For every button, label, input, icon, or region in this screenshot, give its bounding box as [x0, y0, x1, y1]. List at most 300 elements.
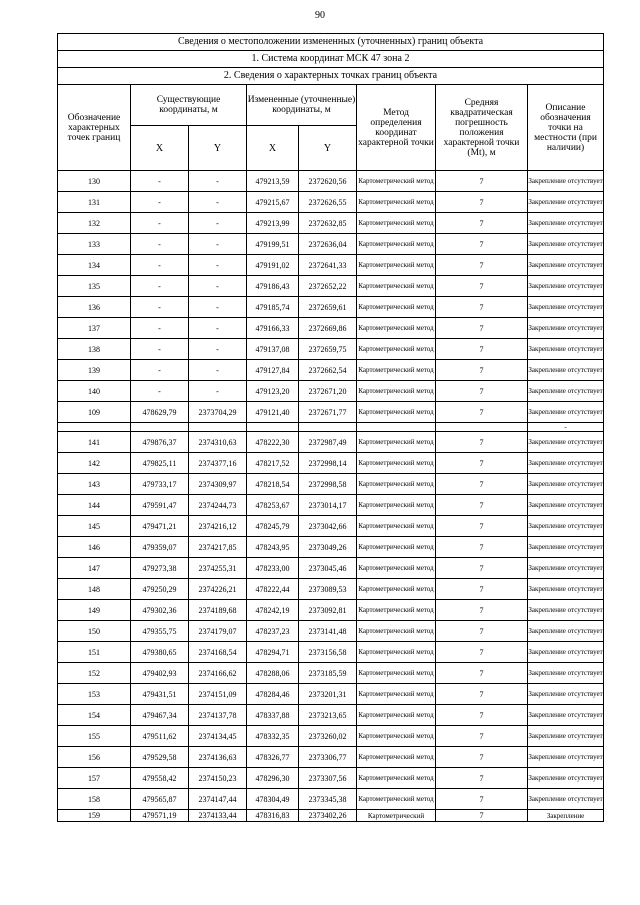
existing-y-cell: -	[189, 171, 247, 192]
points-section-title: 2. Сведения о характерных точках границ объекта	[58, 68, 604, 85]
changed-y-cell: 2373049,26	[299, 537, 357, 558]
changed-y-cell: 2372662,54	[299, 360, 357, 381]
description-cell: Закрепление отсутствует	[528, 213, 604, 234]
coord-system-title: 1. Система координат МСК 47 зона 2	[58, 51, 604, 68]
description-cell: Закрепление отсутствует	[528, 558, 604, 579]
table-row	[58, 789, 604, 810]
point-cell: 144	[58, 495, 131, 516]
existing-x-cell: 479431,51	[131, 684, 189, 705]
changed-x-cell: 478326,77	[247, 747, 299, 768]
point-cell: 148	[58, 579, 131, 600]
changed-y-cell: 2372636,04	[299, 234, 357, 255]
changed-y-cell: 2372632,85	[299, 213, 357, 234]
table-row	[58, 621, 604, 642]
description-cell: Закрепление отсутствует	[528, 516, 604, 537]
changed-y-cell: 2373201,31	[299, 684, 357, 705]
changed-x-cell: 478253,67	[247, 495, 299, 516]
changed-y-cell: 2372671,20	[299, 381, 357, 402]
changed-x-cell: 478243,95	[247, 537, 299, 558]
method-cell: Картометрический метод	[357, 516, 436, 537]
changed-x-cell	[247, 423, 299, 432]
existing-x-cell: 479471,21	[131, 516, 189, 537]
header-existing-y: Y	[189, 126, 247, 171]
error-cell: 7	[436, 381, 528, 402]
existing-x-cell: 479250,29	[131, 579, 189, 600]
point-cell: 135	[58, 276, 131, 297]
header-point: Обозначение характерных точек границ	[58, 85, 131, 171]
existing-y-cell	[189, 423, 247, 432]
error-cell: 7	[436, 789, 528, 810]
existing-y-cell: -	[189, 234, 247, 255]
existing-x-cell: -	[131, 255, 189, 276]
point-cell: 139	[58, 360, 131, 381]
changed-x-cell: 479213,99	[247, 213, 299, 234]
changed-x-cell: 479213,59	[247, 171, 299, 192]
method-cell: Картометрический метод	[357, 402, 436, 423]
error-cell: 7	[436, 579, 528, 600]
error-cell: 7	[436, 453, 528, 474]
changed-y-cell: 2372671,77	[299, 402, 357, 423]
existing-y-cell: 2374134,45	[189, 726, 247, 747]
description-cell: Закрепление отсутствует	[528, 642, 604, 663]
point-cell: 142	[58, 453, 131, 474]
method-cell: Картометрический	[357, 810, 436, 822]
method-cell: Картометрический метод	[357, 213, 436, 234]
existing-x-cell: 479273,38	[131, 558, 189, 579]
method-cell: Картометрический метод	[357, 621, 436, 642]
existing-x-cell: 479302,36	[131, 600, 189, 621]
changed-x-cell: 478294,71	[247, 642, 299, 663]
error-cell: 7	[436, 558, 528, 579]
point-cell: 146	[58, 537, 131, 558]
existing-x-cell: -	[131, 234, 189, 255]
changed-x-cell: 479199,51	[247, 234, 299, 255]
method-cell: Картометрический метод	[357, 192, 436, 213]
description-cell: Закрепление отсутствует	[528, 495, 604, 516]
existing-y-cell: -	[189, 360, 247, 381]
changed-x-cell: 478233,00	[247, 558, 299, 579]
error-cell: 7	[436, 360, 528, 381]
method-cell: Картометрический метод	[357, 726, 436, 747]
existing-x-cell: -	[131, 381, 189, 402]
existing-x-cell: 479825,11	[131, 453, 189, 474]
description-cell: Закрепление отсутствует	[528, 768, 604, 789]
point-cell: 150	[58, 621, 131, 642]
method-cell: Картометрический метод	[357, 276, 436, 297]
header-description: Описание обозначения точки на местности (при наличии)	[528, 85, 604, 171]
error-cell: 7	[436, 516, 528, 537]
changed-y-cell: 2373260,02	[299, 726, 357, 747]
table-row	[58, 234, 604, 255]
table-row	[58, 255, 604, 276]
description-cell: Закрепление отсутствует	[528, 339, 604, 360]
method-cell: Картометрический метод	[357, 381, 436, 402]
method-cell: Картометрический метод	[357, 579, 436, 600]
method-cell: Картометрический метод	[357, 474, 436, 495]
point-cell: 154	[58, 705, 131, 726]
error-cell: 7	[436, 663, 528, 684]
existing-x-cell: -	[131, 318, 189, 339]
error-cell: 7	[436, 642, 528, 663]
point-cell: 152	[58, 663, 131, 684]
existing-y-cell: 2374147,44	[189, 789, 247, 810]
changed-x-cell: 478218,54	[247, 474, 299, 495]
existing-x-cell: 479380,65	[131, 642, 189, 663]
table-row	[58, 684, 604, 705]
error-cell: 7	[436, 747, 528, 768]
changed-y-cell: 2372652,22	[299, 276, 357, 297]
changed-x-cell: 479137,08	[247, 339, 299, 360]
existing-y-cell: -	[189, 318, 247, 339]
changed-x-cell: 479127,84	[247, 360, 299, 381]
existing-y-cell: -	[189, 276, 247, 297]
description-cell: Закрепление отсутствует	[528, 747, 604, 768]
existing-y-cell: 2374151,09	[189, 684, 247, 705]
changed-y-cell: 2373307,56	[299, 768, 357, 789]
description-cell: Закрепление отсутствует	[528, 276, 604, 297]
changed-x-cell: 478222,44	[247, 579, 299, 600]
existing-y-cell: 2374136,63	[189, 747, 247, 768]
description-cell: Закрепление отсутствует	[528, 621, 604, 642]
existing-y-cell: 2374309,97	[189, 474, 247, 495]
header-existing: Существующие координаты, м	[131, 85, 247, 126]
changed-x-cell: 478242,19	[247, 600, 299, 621]
error-cell: 7	[436, 402, 528, 423]
header-changed-y: Y	[299, 126, 357, 171]
changed-y-cell: 2373045,46	[299, 558, 357, 579]
existing-x-cell: -	[131, 276, 189, 297]
header-changed-x: X	[247, 126, 299, 171]
changed-y-cell: 2372659,61	[299, 297, 357, 318]
existing-y-cell: 2373704,29	[189, 402, 247, 423]
description-cell: Закрепление отсутствует	[528, 297, 604, 318]
point-cell: 133	[58, 234, 131, 255]
method-cell: Картометрический метод	[357, 495, 436, 516]
table-body	[58, 171, 604, 822]
point-cell: 153	[58, 684, 131, 705]
changed-y-cell: 2372987,49	[299, 432, 357, 453]
table-row	[58, 495, 604, 516]
existing-y-cell: 2374244,73	[189, 495, 247, 516]
existing-x-cell: 479529,58	[131, 747, 189, 768]
error-cell: 7	[436, 255, 528, 276]
error-cell: 7	[436, 234, 528, 255]
existing-y-cell: 2374133,44	[189, 810, 247, 822]
changed-x-cell: 479191,02	[247, 255, 299, 276]
changed-x-cell: 478217,52	[247, 453, 299, 474]
error-cell: 7	[436, 495, 528, 516]
existing-x-cell: 479565,87	[131, 789, 189, 810]
point-cell: 145	[58, 516, 131, 537]
changed-x-cell: 479123,20	[247, 381, 299, 402]
table-row	[58, 558, 604, 579]
existing-x-cell: 479402,93	[131, 663, 189, 684]
changed-y-cell: 2373141,48	[299, 621, 357, 642]
point-cell: 136	[58, 297, 131, 318]
changed-x-cell: 478316,83	[247, 810, 299, 822]
error-cell: 7	[436, 474, 528, 495]
table-row	[58, 663, 604, 684]
error-cell: 7	[436, 192, 528, 213]
existing-x-cell: -	[131, 192, 189, 213]
description-cell: Закрепление отсутствует	[528, 192, 604, 213]
existing-x-cell: -	[131, 171, 189, 192]
existing-x-cell: 479876,37	[131, 432, 189, 453]
point-cell: 138	[58, 339, 131, 360]
method-cell: Картометрический метод	[357, 297, 436, 318]
description-cell: Закрепление отсутствует	[528, 537, 604, 558]
table-row	[58, 276, 604, 297]
existing-y-cell: -	[189, 297, 247, 318]
error-cell	[436, 423, 528, 432]
method-cell: Картометрический метод	[357, 171, 436, 192]
changed-y-cell: 2372620,56	[299, 171, 357, 192]
existing-y-cell: 2374150,23	[189, 768, 247, 789]
point-cell: 109	[58, 402, 131, 423]
table-row	[58, 213, 604, 234]
existing-x-cell: 479355,75	[131, 621, 189, 642]
existing-x-cell	[131, 423, 189, 432]
changed-y-cell: 2373345,38	[299, 789, 357, 810]
table-row	[58, 339, 604, 360]
description-cell: Закрепление отсутствует	[528, 432, 604, 453]
method-cell: Картометрический метод	[357, 558, 436, 579]
boundary-points-document	[57, 33, 603, 822]
separator-row	[58, 423, 604, 432]
table-row	[58, 360, 604, 381]
table-row	[58, 297, 604, 318]
existing-y-cell: 2374216,12	[189, 516, 247, 537]
changed-y-cell: 2373306,77	[299, 747, 357, 768]
changed-x-cell: 478288,06	[247, 663, 299, 684]
table-row	[58, 402, 604, 423]
changed-x-cell: 478337,88	[247, 705, 299, 726]
point-cell: 134	[58, 255, 131, 276]
description-cell: Закрепление отсутствует	[528, 360, 604, 381]
table-row	[58, 705, 604, 726]
changed-x-cell: 478237,23	[247, 621, 299, 642]
method-cell: Картометрический метод	[357, 768, 436, 789]
method-cell: Картометрический метод	[357, 360, 436, 381]
existing-x-cell: 479733,17	[131, 474, 189, 495]
changed-y-cell: 2373014,17	[299, 495, 357, 516]
description-cell: Закрепление отсутствует	[528, 474, 604, 495]
method-cell: Картометрический метод	[357, 318, 436, 339]
existing-y-cell: -	[189, 213, 247, 234]
description-cell: Закрепление отсутствует	[528, 318, 604, 339]
description-cell: Закрепление отсутствует	[528, 255, 604, 276]
existing-y-cell: 2374137,78	[189, 705, 247, 726]
existing-x-cell: 479359,07	[131, 537, 189, 558]
table-row	[58, 432, 604, 453]
existing-y-cell: -	[189, 381, 247, 402]
description-cell: Закрепление отсутствует	[528, 726, 604, 747]
existing-y-cell: 2374217,85	[189, 537, 247, 558]
changed-y-cell: 2372669,86	[299, 318, 357, 339]
point-cell: 149	[58, 600, 131, 621]
table-row	[58, 318, 604, 339]
existing-y-cell: -	[189, 255, 247, 276]
point-cell: 141	[58, 432, 131, 453]
existing-x-cell: 478629,79	[131, 402, 189, 423]
table-row	[58, 726, 604, 747]
changed-y-cell: 2373042,66	[299, 516, 357, 537]
boundary-points-table	[57, 33, 604, 822]
changed-y-cell	[299, 423, 357, 432]
point-cell: 143	[58, 474, 131, 495]
error-cell: 7	[436, 600, 528, 621]
point-cell: 156	[58, 747, 131, 768]
main-title: Сведения о местоположении измененных (уточненных) границ объекта	[58, 34, 604, 51]
error-cell: 7	[436, 339, 528, 360]
description-cell: Закрепление отсутствует	[528, 579, 604, 600]
changed-y-cell: 2372626,55	[299, 192, 357, 213]
method-cell: Картометрический метод	[357, 684, 436, 705]
changed-x-cell: 478304,49	[247, 789, 299, 810]
changed-x-cell: 479215,67	[247, 192, 299, 213]
changed-x-cell: 479121,40	[247, 402, 299, 423]
description-cell: -	[528, 423, 604, 432]
table-row	[58, 381, 604, 402]
table-row	[58, 192, 604, 213]
changed-y-cell: 2373089,53	[299, 579, 357, 600]
error-cell: 7	[436, 621, 528, 642]
changed-x-cell: 478284,46	[247, 684, 299, 705]
table-row	[58, 642, 604, 663]
point-cell: 131	[58, 192, 131, 213]
description-cell: Закрепление отсутствует	[528, 234, 604, 255]
changed-x-cell: 479166,33	[247, 318, 299, 339]
error-cell: 7	[436, 318, 528, 339]
changed-x-cell: 478222,30	[247, 432, 299, 453]
changed-y-cell: 2373156,58	[299, 642, 357, 663]
existing-y-cell: -	[189, 339, 247, 360]
error-cell: 7	[436, 684, 528, 705]
method-cell: Картометрический метод	[357, 642, 436, 663]
method-cell: Картометрический метод	[357, 234, 436, 255]
method-cell: Картометрический метод	[357, 747, 436, 768]
table-row	[58, 171, 604, 192]
method-cell: Картометрический метод	[357, 255, 436, 276]
description-cell: Закрепление отсутствует	[528, 684, 604, 705]
header-method: Метод определения координат характерной точки	[357, 85, 436, 171]
table-row	[58, 810, 604, 822]
description-cell: Закрепление отсутствует	[528, 600, 604, 621]
table-row	[58, 600, 604, 621]
existing-x-cell: -	[131, 297, 189, 318]
existing-y-cell: 2374189,68	[189, 600, 247, 621]
existing-x-cell: 479591,47	[131, 495, 189, 516]
method-cell: Картометрический метод	[357, 663, 436, 684]
description-cell: Закрепление отсутствует	[528, 789, 604, 810]
changed-y-cell: 2372998,58	[299, 474, 357, 495]
table-row	[58, 768, 604, 789]
changed-x-cell: 478245,79	[247, 516, 299, 537]
existing-y-cell: 2374310,63	[189, 432, 247, 453]
point-cell: 155	[58, 726, 131, 747]
table-row	[58, 747, 604, 768]
table-row	[58, 453, 604, 474]
method-cell: Картометрический метод	[357, 432, 436, 453]
changed-y-cell: 2373092,81	[299, 600, 357, 621]
existing-y-cell: 2374255,31	[189, 558, 247, 579]
method-cell: Картометрический метод	[357, 789, 436, 810]
table-row	[58, 579, 604, 600]
point-cell: 140	[58, 381, 131, 402]
description-cell: Закрепление отсутствует	[528, 663, 604, 684]
table-row	[58, 474, 604, 495]
point-cell: 130	[58, 171, 131, 192]
description-cell: Закрепление отсутствует	[528, 171, 604, 192]
method-cell: Картометрический метод	[357, 705, 436, 726]
point-cell: 151	[58, 642, 131, 663]
method-cell: Картометрический метод	[357, 453, 436, 474]
changed-y-cell: 2372998,14	[299, 453, 357, 474]
error-cell: 7	[436, 276, 528, 297]
table-row	[58, 537, 604, 558]
description-cell: Закрепление	[528, 810, 604, 822]
header-existing-x: X	[131, 126, 189, 171]
error-cell: 7	[436, 171, 528, 192]
existing-x-cell: 479571,19	[131, 810, 189, 822]
changed-x-cell: 478332,35	[247, 726, 299, 747]
existing-x-cell: -	[131, 339, 189, 360]
point-cell: 158	[58, 789, 131, 810]
description-cell: Закрепление отсутствует	[528, 402, 604, 423]
changed-y-cell: 2373213,65	[299, 705, 357, 726]
existing-x-cell: 479511,62	[131, 726, 189, 747]
existing-x-cell: 479558,42	[131, 768, 189, 789]
existing-y-cell: -	[189, 192, 247, 213]
existing-x-cell: -	[131, 360, 189, 381]
page-number: 90	[315, 10, 325, 21]
existing-y-cell: 2374179,07	[189, 621, 247, 642]
existing-y-cell: 2374166,62	[189, 663, 247, 684]
changed-y-cell: 2373185,59	[299, 663, 357, 684]
point-cell: 147	[58, 558, 131, 579]
point-cell: 159	[58, 810, 131, 822]
existing-y-cell: 2374226,21	[189, 579, 247, 600]
changed-y-cell: 2373402,26	[299, 810, 357, 822]
existing-x-cell: 479467,34	[131, 705, 189, 726]
changed-y-cell: 2372659,75	[299, 339, 357, 360]
description-cell: Закрепление отсутствует	[528, 381, 604, 402]
changed-x-cell: 478296,30	[247, 768, 299, 789]
method-cell: Картометрический метод	[357, 600, 436, 621]
error-cell: 7	[436, 213, 528, 234]
existing-y-cell: 2374168,54	[189, 642, 247, 663]
table-row	[58, 516, 604, 537]
point-cell	[58, 423, 131, 432]
method-cell: Картометрический метод	[357, 537, 436, 558]
error-cell: 7	[436, 726, 528, 747]
error-cell: 7	[436, 705, 528, 726]
error-cell: 7	[436, 432, 528, 453]
existing-x-cell: -	[131, 213, 189, 234]
error-cell: 7	[436, 768, 528, 789]
point-cell: 137	[58, 318, 131, 339]
method-cell: Картометрический метод	[357, 339, 436, 360]
header-error: Средняя квадратическая погрешность положения характерной точки (Mt), м	[436, 85, 528, 171]
changed-y-cell: 2372641,33	[299, 255, 357, 276]
point-cell: 157	[58, 768, 131, 789]
point-cell: 132	[58, 213, 131, 234]
header-changed: Измененные (уточненные) координаты, м	[247, 85, 357, 126]
method-cell	[357, 423, 436, 432]
error-cell: 7	[436, 810, 528, 822]
description-cell: Закрепление отсутствует	[528, 453, 604, 474]
error-cell: 7	[436, 537, 528, 558]
